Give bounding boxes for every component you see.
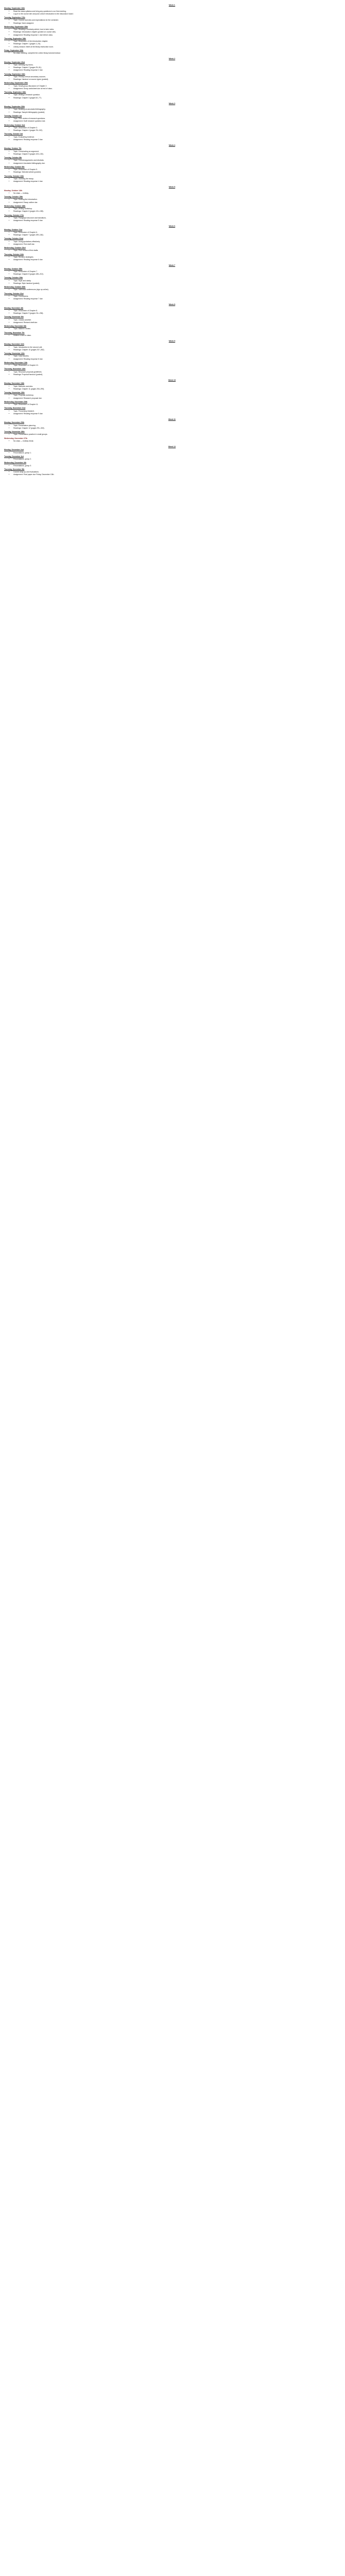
schedule-item: • Topic: Discussion of Chapter 5. (13, 168, 340, 171)
schedule-item: • Topic: Paragraph structure and transitions. (13, 217, 340, 219)
schedule-item: • Midterm exam in class. (13, 334, 340, 337)
day-entry (4, 26, 340, 37)
day-date: Wednesday, October 9th (4, 165, 25, 168)
day-entry (4, 166, 340, 174)
day-date: Thursday, October 3rd (4, 133, 23, 135)
schedule-item: • Topic: Drafting the introduction. (13, 198, 340, 201)
schedule-item: • Topic: Discussion of the introduction chapter. (13, 40, 340, 43)
schedule-item: • Readings: Style handout (posted). (13, 282, 340, 285)
schedule-item: • Readings: Chapter 7 (pages 159–184). (13, 234, 340, 236)
schedule-item: • No class — holiday break. (13, 440, 340, 443)
day-entry (4, 407, 340, 415)
schedule-item: • Topic: Constructing an argument. (13, 150, 340, 153)
day-entry (4, 325, 340, 331)
schedule-item: • Readings: Chapter 1 (pages 1–24). (13, 43, 340, 45)
schedule-item: • Readings: Proposal handout (posted). (13, 374, 340, 376)
holiday-date: Wednesday, November 27th (4, 437, 27, 439)
day-entry (4, 229, 340, 237)
day-items (4, 394, 340, 400)
day-entry (4, 7, 340, 15)
week-heading: Week 4 (169, 144, 175, 146)
day-entry (4, 316, 340, 324)
schedule-item: • Topic: Outlining the essay. (13, 178, 340, 180)
schedule-item: • Assignment: Annotated bibliography due. (13, 162, 340, 165)
schedule-item: • Assignment: First draft due. (13, 243, 340, 246)
course-schedule (0, 0, 345, 477)
day-entry (4, 49, 340, 55)
day-items (4, 19, 340, 25)
day-date: Monday, October 7th (4, 147, 22, 150)
schedule-item: • Topic: Methods overview. (13, 385, 340, 388)
schedule-item: • Topic: Counterarguments and rebuttals. (13, 159, 340, 162)
week-heading: Week 8 (169, 303, 175, 306)
day-items (4, 280, 340, 285)
schedule-item: • Topic: Writing workshop. (13, 208, 340, 210)
day-date: Tuesday, October 15th (4, 196, 23, 198)
day-entry (4, 124, 340, 132)
day-date: Wednesday, October 2nd (4, 124, 25, 126)
day-items (4, 208, 340, 213)
schedule-item: • Topic: Discussion of Chapter 8. (13, 310, 340, 312)
day-entry (4, 286, 340, 292)
day-items (4, 198, 340, 204)
day-date: Monday, December 2nd (4, 449, 24, 451)
day-date: Monday, October 28th (4, 267, 23, 270)
day-date: Wednesday, November 13th (4, 361, 27, 364)
schedule-item: • Topic: Primary versus secondary sources. (13, 76, 340, 78)
day-entry (4, 238, 340, 246)
day-entry (4, 462, 340, 467)
schedule-item: • Topic: Discussion of Chapter 3. (13, 127, 340, 129)
day-entry (4, 82, 340, 90)
schedule-item: • Library session: Meet at the library instruction room. (13, 46, 340, 48)
day-date: Thursday, November 7th (4, 331, 25, 334)
day-entry (4, 343, 340, 351)
schedule-item: • Topic: Peer review of research questions. (13, 117, 340, 120)
schedule-item: • Topic: Defining key terms. (13, 64, 340, 66)
schedule-item: • Topic: Presentation planning. (13, 425, 340, 427)
schedule-item: • Course wrap-up and evaluations. (13, 471, 340, 473)
week-heading: Week 10 (168, 379, 176, 381)
schedule-item: • Readings: Chapter 5 (pages 103–130). (13, 153, 340, 156)
schedule-item: • Readings: Chapter 3 (pages 52–77). (13, 97, 340, 99)
day-date: Thursday, September 19th (4, 37, 26, 40)
week-heading: Week 5 (169, 186, 175, 189)
day-date: Thursday, November 21st (4, 407, 26, 410)
schedule-item: • Topic: Evaluating evidence. (13, 136, 340, 139)
day-date: Tuesday, October 1st (4, 114, 22, 117)
schedule-item: • Presentations, group 1. (13, 452, 340, 454)
day-items (4, 465, 340, 467)
day-entry (4, 61, 340, 72)
day-date: Tuesday, December 3rd (4, 455, 24, 457)
day-entry (4, 362, 340, 367)
schedule-item: • Topic: Research proposal guidelines. (13, 371, 340, 374)
day-items (4, 385, 340, 391)
day-date: Tuesday, November 12th (4, 352, 25, 354)
day-entry (4, 157, 340, 165)
day-entry (4, 368, 340, 376)
day-items (4, 159, 340, 165)
schedule-item: • Topic: Revision strategies. (13, 256, 340, 259)
day-date: Thursday, December 5th (4, 468, 25, 470)
day-items (4, 328, 340, 330)
week-heading: Week 3 (169, 102, 175, 105)
schedule-item: • Readings: None assigned. (13, 22, 340, 25)
schedule-item: • Topic: Course overview and expectations for the semester. (13, 19, 340, 22)
day-date: Monday, September 16th (4, 7, 25, 10)
day-entry (4, 307, 340, 315)
schedule-item: • Topic: Proposal workshop. (13, 394, 340, 397)
day-items (4, 241, 340, 246)
schedule-item: • Topic: Discussion of Chapter 10. (13, 364, 340, 367)
day-entry (4, 352, 340, 361)
day-entry (4, 253, 340, 262)
day-entry (4, 106, 340, 114)
week-heading: Week 12 (168, 446, 176, 448)
schedule-item: • Readings: Introduction chapter (posted on course site). (13, 31, 340, 33)
day-entry (4, 147, 340, 156)
schedule-item: • Readings: Selected article (posted). (13, 171, 340, 174)
schedule-item: • Assignment: Draft research question due. (13, 120, 340, 123)
day-entry (4, 115, 340, 123)
schedule-item: • Assignment: Reading response 2 due. (13, 69, 340, 72)
day-entry (4, 190, 340, 195)
day-entry (4, 332, 340, 337)
schedule-item: • Topic: Reading a scholarly article; how to take notes. (13, 28, 340, 31)
day-items (4, 433, 340, 436)
schedule-item: • Topic: Presenting research. (13, 410, 340, 413)
day-entry (4, 449, 340, 454)
schedule-item: • Readings: Chapter 4 (pages 78–102). (13, 129, 340, 132)
schedule-item: • Readings: Handout on source types (posted). (13, 78, 340, 81)
day-items (4, 440, 340, 443)
day-date: Tuesday, October 8th (4, 157, 22, 159)
schedule-item: • Read the class syllabus and bring any questions to our first meeting. (13, 10, 340, 13)
schedule-item: • Assignment: Group worksheet due at end of class. (13, 88, 340, 90)
schedule-item: • Readings: Chapter 2 (pages 25–51). (13, 66, 340, 69)
day-date: Wednesday, November 6th (4, 325, 27, 327)
schedule-item: • No class meeting; complete the online library tutorial instead. (13, 52, 340, 55)
day-entry (4, 392, 340, 400)
day-items (4, 150, 340, 156)
day-items (4, 346, 340, 352)
day-date: Wednesday, October 30th (4, 286, 26, 288)
schedule-item: • Assignment: Reading response 5 due. (13, 219, 340, 222)
week-heading: Week 6 (169, 225, 175, 228)
day-date: Tuesday, September 24th (4, 73, 25, 75)
day-date: Tuesday, October 29th (4, 277, 23, 279)
schedule-item: • Topic: Style and clarity. (13, 280, 340, 282)
day-items (4, 127, 340, 132)
schedule-item: • Readings: Sample bibliography (posted). (13, 111, 340, 114)
day-entry (4, 196, 340, 204)
day-date: Wednesday, October 23rd (4, 247, 26, 249)
day-date: Wednesday, September 25th (4, 82, 28, 84)
day-items (4, 85, 340, 91)
day-entry (4, 268, 340, 276)
day-date: Wednesday, November 20th (4, 400, 27, 403)
week-heading: Week 7 (169, 264, 175, 267)
schedule-item: • Topic: Conclusions. (13, 295, 340, 298)
day-entry (4, 468, 340, 477)
day-items (4, 76, 340, 81)
day-date: Wednesday, October 16th (4, 205, 26, 207)
schedule-item: • Topic: Building an annotated bibliography. (13, 108, 340, 111)
day-items (4, 10, 340, 16)
schedule-item: • Assignment: Reading response 6 due. (13, 259, 340, 261)
week-heading: Week 9 (169, 340, 175, 342)
schedule-item: • Assignment: Reading response 8 due. (13, 358, 340, 361)
schedule-item: • Presentations, group 3. (13, 465, 340, 467)
day-entry (4, 277, 340, 285)
day-date: Thursday, October 10th (4, 175, 24, 177)
schedule-item: • Topic: Individual conferences (sign up online). (13, 289, 340, 291)
schedule-item: • No class — holiday. (13, 192, 340, 195)
day-items (4, 64, 340, 72)
day-date: Tuesday, September 17th (4, 16, 25, 19)
day-items (4, 289, 340, 291)
day-items (4, 371, 340, 377)
day-entry (4, 16, 340, 25)
day-entry (4, 431, 340, 436)
day-date: Tuesday, November 19th (4, 392, 25, 394)
day-entry (4, 247, 340, 252)
day-items (4, 256, 340, 262)
schedule-item: • Topic: Small group discussion of Chapter 2. (13, 85, 340, 88)
day-date: Wednesday, December 4th (4, 462, 26, 464)
schedule-item: • Readings: Chapter 10 (pages 237–262). (13, 349, 340, 351)
day-date: Monday, November 18th (4, 382, 24, 385)
schedule-item: • Topic: Using quotations effectively. (13, 241, 340, 243)
day-items (4, 410, 340, 416)
day-date: Monday, November 11th (4, 343, 24, 346)
day-date: Thursday, October 31st (4, 292, 24, 295)
day-entry (4, 133, 340, 141)
day-entry (4, 73, 340, 81)
day-items (4, 471, 340, 477)
day-date: Thursday, October 24th (4, 253, 24, 256)
schedule-item: • Log in to the course site and post a short introduction to the discussion board. (13, 13, 340, 15)
schedule-item: • Topic: Discussion of Chapter 7. (13, 270, 340, 273)
day-date: Monday, November 25th (4, 421, 24, 424)
schedule-item: • Topic: Case studies. (13, 355, 340, 358)
schedule-item: • Assignment: Research proposal due. (13, 397, 340, 400)
day-date: Monday, October 21st (4, 228, 23, 231)
schedule-item: • Assignment: Reading response 7 due. (13, 298, 340, 300)
day-items (4, 319, 340, 325)
day-entry (4, 38, 340, 48)
schedule-item: • Readings: Chapter 8 (pages 185–210). (13, 273, 340, 276)
day-items (4, 310, 340, 315)
day-date: Wednesday, September 18th (4, 25, 28, 28)
schedule-item: • Assignment: Final paper due Friday, December 13th. (13, 473, 340, 476)
day-date: Tuesday, October 22nd (4, 238, 23, 240)
day-entry (4, 293, 340, 301)
day-entry (4, 437, 340, 443)
schedule-item: • Presentations, group 2. (13, 458, 340, 461)
day-date: Friday, September 20th (4, 49, 24, 52)
week-heading: Week 2 (169, 58, 175, 60)
day-date: Monday, September 30th (4, 106, 25, 108)
day-entry (4, 401, 340, 406)
day-entry (4, 455, 340, 461)
schedule-item: • Assignment: Essay outline due. (13, 201, 340, 204)
schedule-item: • Topic: Discussion of Chapter 6. (13, 231, 340, 234)
schedule-item: • Readings: Chapter 9 (pages 211–236). (13, 312, 340, 315)
holiday-date: Monday, October 14th (4, 189, 23, 192)
schedule-item: • Readings: Chapter 11 (pages 263–290). (13, 388, 340, 391)
day-date: Tuesday, November 26th (4, 431, 25, 433)
day-entry (4, 382, 340, 391)
day-date: Tuesday, November 5th (4, 316, 24, 318)
schedule-item: • Assignment: Reading response 3 due. (13, 139, 340, 141)
day-date: Thursday, September 26th (4, 91, 26, 93)
schedule-item: • Assignment: Reading response 4 due. (13, 180, 340, 183)
day-entry (4, 91, 340, 99)
day-items (4, 52, 340, 55)
schedule-item: • Topic: Midterm review. (13, 328, 340, 330)
day-date: Monday, November 4th (4, 307, 24, 309)
schedule-item: • Topic: Citation practice. (13, 319, 340, 321)
schedule-item: • Assignment: Reading response 9 due. (13, 413, 340, 415)
schedule-item: • Readings: Chapter 12 (pages 291–315). (13, 427, 340, 430)
day-entry (4, 175, 340, 183)
schedule-item: • Topic: Peer review of first drafts. (13, 249, 340, 252)
week-heading: Week 11 (168, 418, 176, 420)
day-items (4, 217, 340, 223)
schedule-item: • Topic: Presentation practice in small groups. (13, 433, 340, 436)
day-items (4, 249, 340, 252)
day-entry (4, 214, 340, 223)
day-items (4, 458, 340, 461)
day-entry (4, 205, 340, 213)
day-items (4, 425, 340, 430)
day-items (4, 355, 340, 361)
day-date: Thursday, October 17th (4, 214, 24, 216)
day-date: Thursday, November 14th (4, 368, 26, 370)
schedule-item: • Assignment: Revised draft due. (13, 321, 340, 324)
schedule-item: • Topic: Writing a research question. (13, 94, 340, 96)
week-heading: Week 1 (169, 4, 175, 6)
day-entry (4, 421, 340, 430)
schedule-item: • Assignment: Reading response 1 due before class. (13, 34, 340, 37)
day-items (4, 94, 340, 99)
schedule-item: • Readings: Chapter 6 (pages 131–158). (13, 210, 340, 213)
day-date: Monday, September 23rd (4, 61, 25, 63)
day-items (4, 178, 340, 183)
schedule-item: • Topic: Discussion of Chapter 11. (13, 403, 340, 406)
day-items (4, 108, 340, 114)
day-items (4, 136, 340, 142)
day-items (4, 452, 340, 454)
schedule-item: • Topic: Introduction to the second unit. (13, 346, 340, 349)
